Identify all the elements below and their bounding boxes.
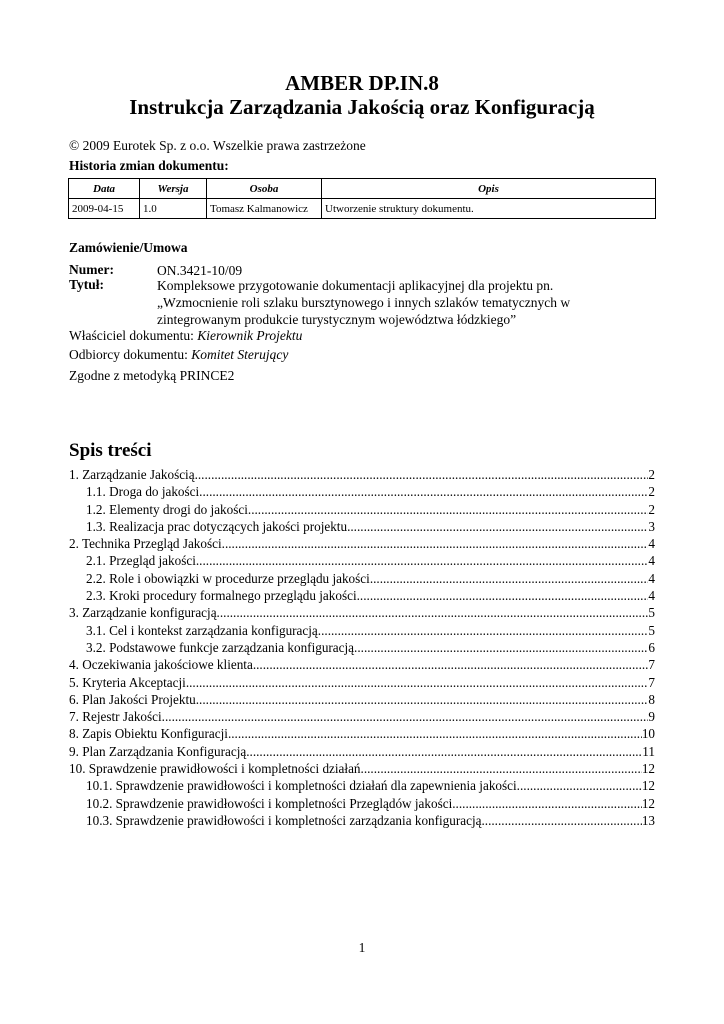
toc-entry[interactable] [69, 484, 655, 501]
history-table [68, 178, 656, 219]
methodology-note: Zgodne z metodyką PRINCE2 [69, 368, 235, 383]
toc-dot-leader [357, 588, 649, 604]
toc-entry-label: 2. Technika Przegląd Jakości [69, 536, 222, 552]
toc-entry[interactable] [69, 536, 655, 553]
toc-entry-page: 7 [648, 674, 655, 690]
toc-entry[interactable] [69, 796, 655, 813]
table-of-contents [69, 467, 655, 830]
toc-entry-label: 7. Rejestr Jakości [69, 709, 162, 725]
toc-entry-label: 1.3. Realizacja prac dotyczących jakości projektu [86, 518, 348, 534]
toc-entry-page: 12 [641, 778, 655, 794]
toc-dot-leader [248, 502, 649, 518]
toc-entry[interactable] [69, 726, 655, 743]
toc-entry-label: 2.1. Przegląd jakości [86, 553, 196, 569]
toc-entry-label: 10. Sprawdzenie prawidłowości i kompletności działań [69, 761, 361, 777]
toc-entry[interactable] [69, 675, 655, 692]
table-row [69, 199, 656, 219]
toc-entry-label: 5. Kryteria Akceptacji [69, 674, 186, 690]
order-number-key: Numer: [69, 262, 114, 277]
page-number: 1 [358, 940, 366, 955]
history-header-description: Opis [322, 179, 656, 199]
document-title: Instrukcja Zarządzania Jakością oraz Konfiguracją [129, 95, 595, 119]
toc-entry-label: 10.3. Sprawdzenie prawidłowości i kompletności zarządzania konfiguracją [86, 812, 482, 828]
toc-entry-label: 1.2. Elementy drogi do jakości [86, 501, 248, 517]
toc-entry[interactable] [69, 692, 655, 709]
toc-entry-label: 1.1. Droga do jakości [86, 484, 200, 500]
copyright-notice: © 2009 Eurotek Sp. z o.o. Wszelkie prawa zastrzeżone [69, 138, 366, 153]
history-header-date: Data [69, 179, 140, 199]
toc-entry[interactable] [69, 588, 655, 605]
toc-dot-leader [361, 761, 642, 777]
toc-entry-label: 1. Zarządzanie Jakością [69, 467, 195, 482]
toc-entry-page: 2 [648, 501, 655, 517]
toc-entry[interactable] [69, 553, 655, 570]
toc-entry-page: 10 [641, 726, 655, 742]
order-title-line-1: Kompleksowe przygotowanie dokumentacji aplikacyjnej dla projektu pn. [157, 278, 554, 293]
toc-entry[interactable] [69, 605, 655, 622]
toc-entry[interactable] [69, 571, 655, 588]
toc-dot-leader [370, 571, 649, 587]
toc-entry-page: 7 [648, 657, 655, 673]
toc-dot-leader [354, 640, 648, 656]
toc-dot-leader [186, 675, 649, 691]
owner-value: Kierownik Projektu [197, 328, 303, 343]
toc-dot-leader [196, 553, 649, 569]
toc-dot-leader [246, 744, 642, 760]
toc-dot-leader [162, 709, 649, 725]
toc-entry[interactable] [69, 519, 655, 536]
history-cell-version: 1.0 [140, 199, 207, 219]
toc-entry-page: 4 [648, 588, 655, 604]
toc-entry[interactable] [69, 813, 655, 830]
toc-entry-page: 5 [648, 622, 655, 638]
history-cell-description: Utworzenie struktury dokumentu. [322, 199, 656, 219]
toc-dot-leader [253, 657, 649, 673]
toc-entry-page: 9 [648, 709, 655, 725]
toc-entry-label: 10.1. Sprawdzenie prawidłowości i kompletności działań dla zapewnienia jakości [86, 778, 517, 794]
toc-entry-label: 4. Oczekiwania jakościowe klienta [69, 657, 253, 673]
toc-dot-leader [517, 778, 642, 794]
history-label: Historia zmian dokumentu: [69, 158, 229, 173]
toc-entry[interactable] [69, 467, 655, 484]
history-header-row [69, 179, 656, 199]
toc-entry-label: 10.2. Sprawdzenie prawidłowości i kompletności Przeglądów jakości [86, 795, 453, 811]
toc-entry-page: 12 [641, 795, 655, 811]
toc-entry-label: 8. Zapis Obiektu Konfiguracji [69, 726, 228, 742]
toc-entry-page: 5 [648, 605, 655, 621]
toc-entry-page: 11 [642, 743, 655, 759]
toc-dot-leader [199, 484, 648, 500]
recipients-value: Komitet Sterujący [191, 347, 289, 362]
toc-entry[interactable] [69, 761, 655, 778]
toc-dot-leader [228, 726, 642, 742]
order-label: Zamówienie/Umowa [69, 240, 188, 255]
toc-entry-page: 2 [648, 467, 655, 482]
toc-entry[interactable] [69, 657, 655, 674]
recipients-label: Odbiorcy dokumentu: [69, 347, 188, 362]
toc-dot-leader [222, 536, 649, 552]
document-owner [69, 328, 302, 344]
history-header-version: Wersja [140, 179, 207, 199]
toc-dot-leader [318, 623, 649, 639]
toc-entry-label: 2.2. Role i obowiązki w procedurze przeglądu jakości [86, 570, 370, 586]
toc-entry-page: 4 [648, 570, 655, 586]
toc-entry-label: 6. Plan Jakości Projektu [69, 691, 196, 707]
toc-entry[interactable] [69, 709, 655, 726]
history-cell-date: 2009-04-15 [69, 199, 140, 219]
toc-heading: Spis treści [69, 440, 152, 461]
toc-entry[interactable] [69, 640, 655, 657]
toc-dot-leader [481, 813, 641, 829]
order-title-key: Tytuł: [69, 277, 105, 292]
toc-entry[interactable] [69, 778, 655, 795]
toc-entry-page: 12 [641, 761, 655, 777]
toc-entry-label: 3. Zarządzanie konfiguracją [69, 605, 217, 621]
document-recipients [69, 347, 288, 363]
toc-entry-label: 3.1. Cel i kontekst zarządzania konfiguracją [86, 622, 318, 638]
toc-entry-page: 2 [648, 484, 655, 500]
toc-entry[interactable] [69, 502, 655, 519]
toc-entry-page: 13 [641, 812, 655, 828]
toc-entry-page: 4 [648, 553, 655, 569]
order-number-value: ON.3421-10/09 [157, 263, 243, 278]
order-title-line-3: zintegrowanym produkcie turystycznym województwa łódzkiego” [157, 312, 517, 327]
toc-entry-page: 4 [648, 536, 655, 552]
toc-entry-label: 3.2. Podstawowe funkcje zarządzania konfiguracją [86, 639, 355, 655]
toc-entry-page: 3 [648, 518, 655, 534]
toc-entry-page: 6 [648, 639, 655, 655]
toc-entry-page: 8 [648, 691, 655, 707]
order-title-line-2: „Wzmocnienie roli szlaku bursztynowego i innych szlaków tematycznych w [157, 295, 571, 310]
owner-label: Właściciel dokumentu: [69, 328, 194, 343]
toc-dot-leader [196, 692, 649, 708]
toc-dot-leader [195, 467, 649, 483]
document-code-title: AMBER DP.IN.8 [285, 71, 439, 95]
toc-entry-label: 9. Plan Zarządzania Konfiguracją [69, 743, 247, 759]
toc-dot-leader [452, 796, 642, 812]
toc-dot-leader [347, 519, 648, 535]
toc-entry[interactable] [69, 744, 655, 761]
toc-entry-label: 2.3. Kroki procedury formalnego przeglądu jakości [86, 588, 357, 604]
history-header-person: Osoba [207, 179, 322, 199]
history-cell-person: Tomasz Kalmanowicz [207, 199, 322, 219]
toc-entry[interactable] [69, 623, 655, 640]
toc-dot-leader [217, 605, 649, 621]
